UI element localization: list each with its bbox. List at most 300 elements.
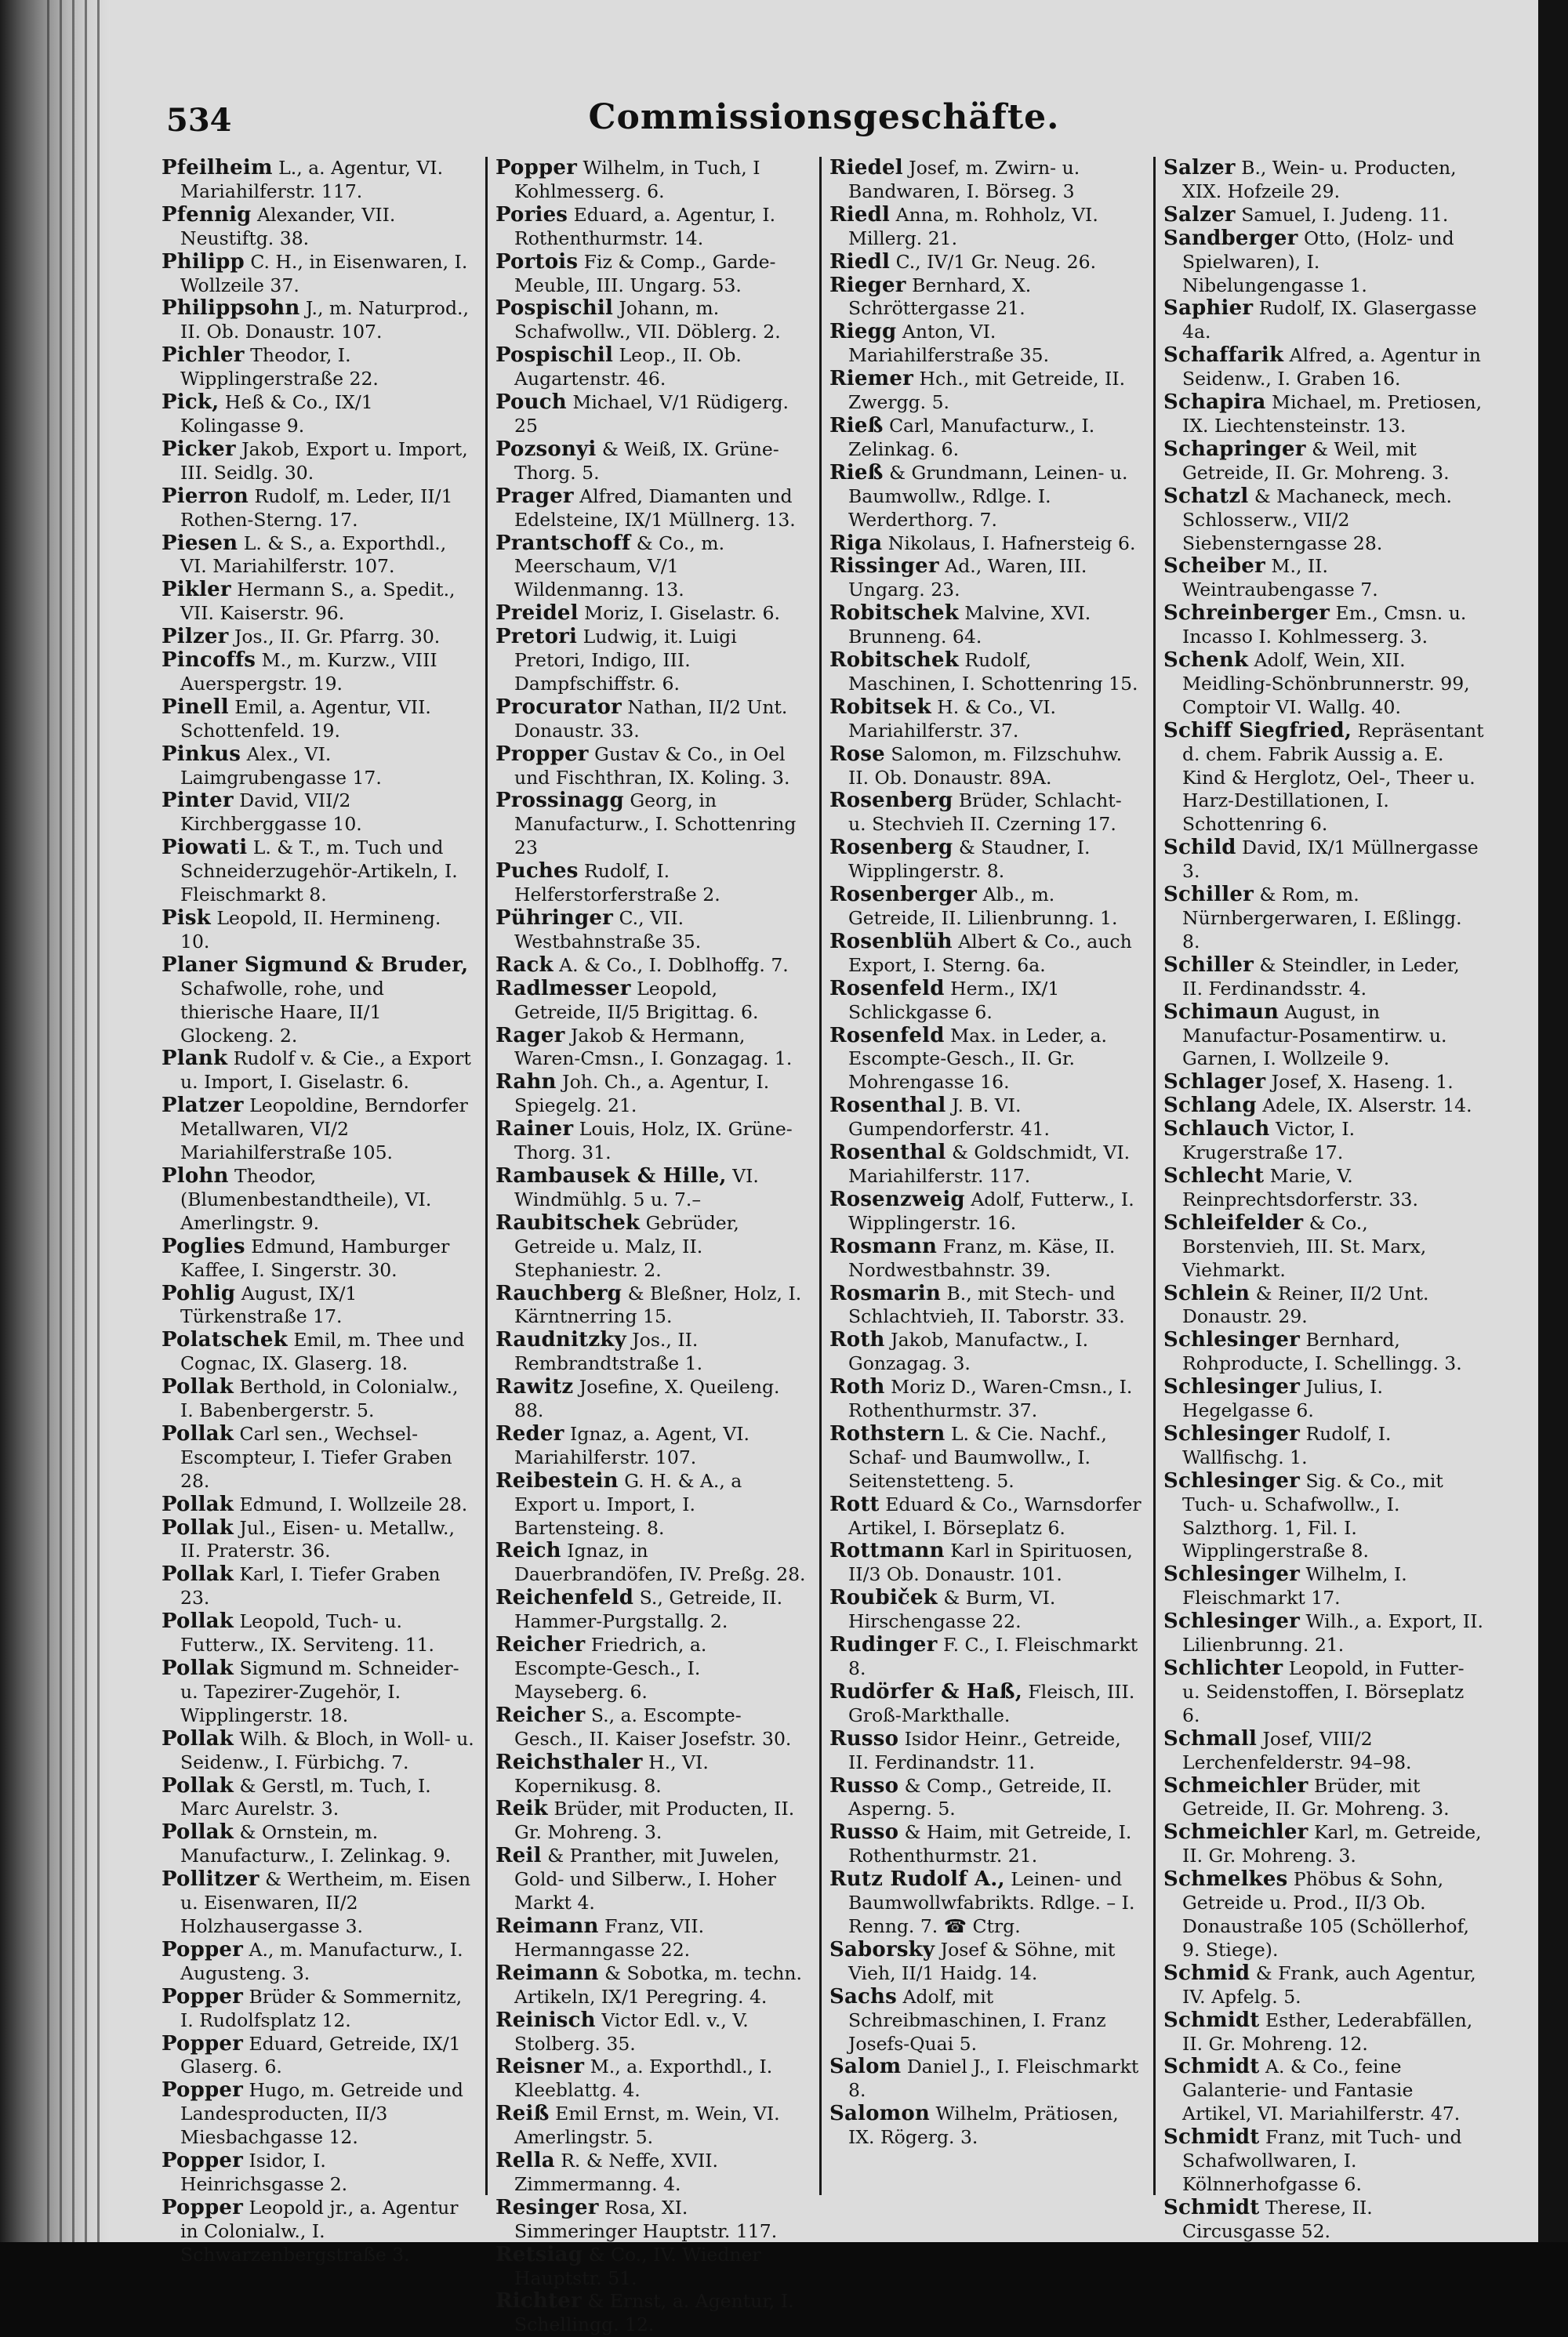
directory-entry <box>1163 1001 1485 1072</box>
entry-name: Radlmesser <box>495 976 631 1000</box>
entry-details: M., a. Exporthdl., I. Kleeblattg. 4. <box>514 2056 773 2102</box>
entry-name: Reichsthaler <box>495 1750 643 1774</box>
entry-name: Roth <box>829 1328 885 1352</box>
entry-details: Rudolf, IX. Glasergasse 4a. <box>1182 297 1477 343</box>
directory-entry <box>162 626 475 649</box>
directory-entry <box>829 1236 1143 1283</box>
entry-name: Pollak <box>162 1820 234 1845</box>
entry-name: Schlesinger <box>1163 1328 1300 1352</box>
entry-details: G. H. & A., a Export u. Import, I. Bartensteing. 8. <box>514 1469 742 1539</box>
directory-entry <box>495 1165 809 1212</box>
entry-details: Marie, V. Reinprechtsdorferstr. 33. <box>1182 1164 1418 1210</box>
directory-entry <box>1163 1071 1485 1094</box>
entry-name: Schild <box>1163 836 1236 860</box>
entry-details: Therese, II. Circusgasse 52. <box>1182 2196 1373 2242</box>
entry-details: Isidor Heinr., Getreide, II. Ferdinandstr. 11. <box>848 1727 1121 1773</box>
directory-entry <box>495 251 809 298</box>
entry-name: Schimaun <box>1163 1000 1279 1024</box>
directory-entry <box>1163 1283 1485 1330</box>
entry-details: Leop., II. Ob. Augartenstr. 46. <box>514 344 742 390</box>
entry-name: Reder <box>495 1421 564 1446</box>
entry-details: & Bleßner, Holz, I. Kärntnerring 15. <box>514 1282 802 1328</box>
entry-name: Schmelkes <box>1163 1867 1288 1892</box>
entry-name: Rosenfeld <box>829 976 945 1000</box>
entry-name: Roubiček <box>829 1586 938 1610</box>
entry-details: & Burm, VI. Hirschengasse 22. <box>848 1587 1056 1633</box>
entry-name: Philippsohn <box>162 296 300 321</box>
entry-name: Robitschek <box>829 601 959 626</box>
directory-entry <box>1163 2126 1485 2197</box>
directory-entry <box>162 1165 475 1236</box>
entry-details: Rudolf, I. Helferstorferstraße 2. <box>514 860 720 906</box>
directory-entry <box>495 1118 809 1165</box>
entry-name: Pollak <box>162 1726 234 1751</box>
directory-entry <box>495 391 809 438</box>
column-4 <box>1163 156 1485 2242</box>
entry-name: Reichenfeld <box>495 1586 634 1610</box>
directory-entry <box>495 344 809 391</box>
entry-name: Polatschek <box>162 1328 288 1352</box>
directory-entry <box>162 907 475 954</box>
entry-name: Pfeilheim <box>162 156 273 180</box>
directory-entry <box>1163 204 1485 227</box>
entry-name: Reich <box>495 1539 561 1563</box>
entry-name: Reiß <box>495 2102 550 2126</box>
entry-details: Ludwig, it. Luigi Pretori, Indigo, III. Dampfschiffstr. 6. <box>514 626 737 695</box>
directory-entry <box>162 1939 475 1986</box>
page-title: Commissionsgeschäfte. <box>588 97 1060 137</box>
entry-name: Schlein <box>1163 1281 1250 1305</box>
directory-entry <box>495 532 809 603</box>
entry-details: Otto, (Holz- und Spielwaren), I. Nibelungengasse 1. <box>1182 227 1454 296</box>
entry-name: Pollak <box>162 1562 234 1587</box>
entry-name: Schleifelder <box>1163 1210 1304 1235</box>
entry-details: Brüder, mit Producten, II. Gr. Mohreng. 3. <box>514 1798 795 1844</box>
entry-details: H., VI. Kopernikusg. 8. <box>514 1751 709 1797</box>
entry-name: Reinisch <box>495 2008 596 2032</box>
entry-details: L. & T., m. Tuch und Schneiderzugehör-Artikeln, I. Fleischmarkt 8. <box>180 836 458 906</box>
directory-entry <box>1163 649 1485 720</box>
entry-details: A. & Co., I. Doblhoffg. 7. <box>553 953 789 976</box>
directory-entry <box>829 978 1143 1025</box>
entry-details: Alexander, VII. Neustiftg. 38. <box>180 203 396 249</box>
directory-entry <box>162 391 475 438</box>
entry-details: Josef, X. Haseng. 1. <box>1265 1071 1454 1094</box>
column-rule <box>485 157 488 2195</box>
directory-entry <box>162 344 475 391</box>
directory-entry <box>829 532 1143 556</box>
entry-details: Alex., VI. Laimgrubengasse 17. <box>180 742 382 789</box>
directory-entry <box>495 978 809 1025</box>
entry-name: Salzer <box>1163 156 1236 180</box>
entry-details: & Haim, mit Getreide, I. Rothenthurmstr. 21. <box>848 1821 1132 1867</box>
directory-entry <box>162 1094 475 1165</box>
entry-details: Michael, m. Pretiosen, IX. Liechtensteinstr. 13. <box>1182 391 1483 437</box>
entry-details: Rudolf, I. Wallfischg. 1. <box>1182 1422 1392 1468</box>
entry-details: Anna, m. Rohholz, VI. Millerg. 21. <box>848 203 1098 249</box>
directory-entry <box>495 1704 809 1751</box>
directory-entry <box>162 1728 475 1775</box>
entry-details: Victor, I. Krugerstraße 17. <box>1182 1118 1356 1164</box>
entry-name: Schlichter <box>1163 1657 1283 1680</box>
entry-details: F. C., I. Fleischmarkt 8. <box>848 1634 1138 1679</box>
entry-name: Pisk <box>162 906 211 930</box>
entry-details: Leopold, Tuch- u. Futterw., IX. Serviteng. 11. <box>180 1610 435 1657</box>
entry-name: Popper <box>162 2195 243 2219</box>
entry-details: Leopold, II. Hermineng. 10. <box>180 907 441 953</box>
directory-entry <box>829 415 1143 462</box>
entry-details: Michael, V/1 Rüdigerg. 25 <box>514 391 789 437</box>
entry-name: Popper <box>162 1984 243 2009</box>
entry-details: Sig. & Co., mit Tuch- u. Schafwollw., I. Salzthorg. 1, Fil. I. Wipplingerstraße 8. <box>1182 1469 1443 1562</box>
entry-name: Pikler <box>162 578 231 602</box>
entry-name: Pohlig <box>162 1281 236 1305</box>
entry-name: Reil <box>495 1844 542 1868</box>
directory-entry <box>1163 2197 1485 2244</box>
entry-details: Jakob, Export u. Import, III. Seidlg. 30. <box>180 437 468 484</box>
directory-entry <box>829 1329 1143 1376</box>
directory-entry <box>829 1868 1143 1939</box>
entry-details: Carl, Manufacturw., I. Zelinkag. 6. <box>848 414 1095 460</box>
entry-details: Samuel, I. Judeng. 11. <box>1235 203 1449 226</box>
entry-name: Sandberger <box>1163 226 1298 250</box>
directory-entry <box>1163 1470 1485 1564</box>
directory-entry <box>495 1915 809 1962</box>
directory-entry <box>495 1376 809 1423</box>
entry-name: Riga <box>829 531 883 555</box>
entry-details: Adolf, Futterw., I. Wipplingerstr. 16. <box>848 1188 1134 1234</box>
entry-details: Gebrüder, Getreide u. Malz, II. Stephaniestr. 2. <box>514 1211 739 1281</box>
directory-entry <box>1163 157 1485 204</box>
directory-entry <box>495 2150 809 2197</box>
entry-name: Rella <box>495 2149 555 2173</box>
entry-name: Sachs <box>829 1984 897 2009</box>
entry-details: Franz, m. Käse, II. Nordwestbahnstr. 39. <box>848 1235 1116 1281</box>
directory-entry <box>829 649 1143 696</box>
entry-name: Schmidt <box>1163 2008 1260 2032</box>
entry-details: Rudolf, Maschinen, I. Schottenring 15. <box>848 649 1138 695</box>
entry-details: Karl in Spirituosen, II/3 Ob. Donaustr. 101. <box>848 1540 1133 1586</box>
directory-entry <box>495 696 809 743</box>
entry-name: Rawitz <box>495 1375 574 1399</box>
directory-entry <box>829 1986 1143 2056</box>
entry-name: Schmeichler <box>1163 1773 1308 1798</box>
entry-details: C., IV/1 Gr. Neug. 26. <box>890 250 1097 273</box>
entry-details: Georg, in Manufacturw., I. Schottenring 23 <box>514 789 797 859</box>
entry-details: Fleisch, III. Groß-Markthalle. <box>848 1680 1135 1726</box>
directory-entry <box>495 1329 809 1376</box>
entry-name: Pories <box>495 202 568 227</box>
entry-name: Rieß <box>829 413 884 437</box>
entry-name: Schmall <box>1163 1726 1258 1751</box>
entry-name: Pinkus <box>162 742 241 766</box>
entry-details: August, in Manufactur-Posamentirw. u. Garnen, I. Wollzeile 9. <box>1182 1000 1447 1070</box>
directory-entry <box>162 789 475 836</box>
entry-details: & Frank, auch Agentur, IV. Apfelg. 5. <box>1182 1961 1476 2008</box>
entry-details: Louis, Holz, IX. Grüne-Thorg. 31. <box>514 1118 793 1164</box>
entry-details: Alfred, Diamanten und Edelsteine, IX/1 Müllnerg. 13. <box>514 484 796 531</box>
entry-name: Schatzl <box>1163 484 1249 508</box>
directory-entry <box>1163 1962 1485 2009</box>
entry-details: & Weiß, IX. Grüne-Thorg. 5. <box>514 437 779 484</box>
directory-entry <box>1163 344 1485 391</box>
entry-details: Jos., II. Gr. Pfarrg. 30. <box>228 626 441 648</box>
entry-name: Salom <box>829 2055 902 2079</box>
entry-details: Berthold, in Colonialw., I. Babenbergerstr. 5. <box>180 1376 459 1422</box>
entry-details: Edmund, I. Wollzeile 28. <box>234 1493 468 1515</box>
directory-entry <box>162 297 475 344</box>
entry-details: & Ernst, a. Agentur, I. Schellingg. 12. <box>514 2290 794 2336</box>
directory-entry <box>162 743 475 790</box>
directory-entry <box>162 1047 475 1094</box>
directory-entry <box>829 274 1143 321</box>
directory-entry <box>162 204 475 251</box>
entry-name: Russo <box>829 1820 899 1845</box>
directory-entry <box>829 1025 1143 1095</box>
directory-entry <box>829 1728 1143 1775</box>
entry-name: Pollak <box>162 1657 234 1680</box>
entry-name: Resinger <box>495 2195 599 2219</box>
entry-name: Rosenzweig <box>829 1187 965 1211</box>
directory-entry <box>162 1775 475 1822</box>
directory-entry <box>1163 1329 1485 1376</box>
directory-entry <box>495 1423 809 1470</box>
entry-name: Schlesinger <box>1163 1468 1300 1493</box>
directory-entry <box>829 1423 1143 1493</box>
directory-entry <box>495 2009 809 2056</box>
entry-name: Rosenberg <box>829 836 953 860</box>
entry-details: & Pranther, mit Juwelen, Gold- und Silberw., I. Hoher Markt 4. <box>514 1845 780 1914</box>
entry-details: & Weil, mit Getreide, II. Gr. Mohreng. 3. <box>1182 437 1450 484</box>
entry-name: Pollak <box>162 1421 234 1446</box>
directory-entry <box>1163 836 1485 884</box>
entry-details: Hermann S., a. Spedit., VII. Kaiserstr. 96. <box>180 579 456 625</box>
entry-details: C., VII. Westbahnstraße 35. <box>514 907 702 953</box>
directory-entry <box>162 1493 475 1517</box>
entry-details: L. & S., a. Exporthdl., VI. Mariahilferstr. 107. <box>180 532 447 578</box>
entry-name: Schmidt <box>1163 2125 1260 2150</box>
directory-entry <box>1163 1610 1485 1657</box>
directory-entry <box>1163 555 1485 602</box>
directory-entry <box>1163 1657 1485 1728</box>
column-rule <box>1153 157 1156 2195</box>
directory-entry <box>495 1634 809 1704</box>
entry-details: Alfred, a. Agentur in Seidenw., I. Graben 16. <box>1182 344 1481 390</box>
entry-name: Prager <box>495 484 574 508</box>
directory-entry <box>495 2056 809 2103</box>
directory-entry <box>829 1681 1143 1728</box>
entry-name: Pick, <box>162 390 220 415</box>
entry-details: David, VII/2 Kirchberggasse 10. <box>180 789 362 836</box>
directory-entry <box>162 1329 475 1376</box>
directory-entry <box>1163 1212 1485 1283</box>
entry-details: Ignaz, in Dauerbrandöfen, IV. Preßg. 28. <box>514 1540 806 1586</box>
directory-entry <box>829 2056 1143 2103</box>
entry-details: Josefine, X. Queileng. 88. <box>514 1376 780 1422</box>
entry-details: & Steindler, in Leder, II. Ferdinandsstr. 4. <box>1182 953 1460 1000</box>
directory-entry <box>1163 1423 1485 1470</box>
directory-entry <box>829 602 1143 649</box>
directory-entry <box>829 157 1143 204</box>
entry-details: Julius, I. Hegelgasse 6. <box>1182 1376 1383 1422</box>
entry-details: Johann, m. Schafwollw., VII. Döblerg. 2. <box>514 297 781 343</box>
entry-name: Popper <box>162 2078 243 2103</box>
directory-entry <box>829 2103 1143 2150</box>
entry-details: Emil, m. Thee und Cognac, IX. Glaserg. 18. <box>180 1329 465 1375</box>
entry-details: & Wertheim, m. Eisen u. Eisenwaren, II/2 Holzhausergasse 3. <box>180 1868 471 1937</box>
directory-entry <box>495 2290 809 2337</box>
entry-details: Heß & Co., IX/1 Kolingasse 9. <box>180 391 373 437</box>
entry-name: Richter <box>495 2289 582 2313</box>
entry-details: Malvine, XVI. Brunneng. 64. <box>848 602 1091 648</box>
directory-entry <box>829 931 1143 978</box>
entry-name: Pollak <box>162 1375 234 1399</box>
directory-entry <box>162 2079 475 2150</box>
directory-entry <box>162 1986 475 2033</box>
entry-name: Rager <box>495 1023 565 1047</box>
entry-name: Pollak <box>162 1515 234 1540</box>
directory-entry <box>495 626 809 696</box>
entry-details: Joh. Ch., a. Agentur, I. Spiegelg. 21. <box>514 1071 770 1117</box>
entry-details: Rudolf, m. Leder, II/1 Rothen-Sterng. 17. <box>180 484 453 531</box>
entry-details: Josef, VIII/2 Lerchenfelderstr. 94–98. <box>1182 1727 1412 1773</box>
entry-name: Pouch <box>495 390 567 415</box>
directory-entry <box>829 1939 1143 1986</box>
entry-details: Salomon, m. Filzschuhw. II. Ob. Donaustr. 89A. <box>848 742 1123 789</box>
entry-details: Moriz D., Waren-Cmsn., I. Rothenthurmstr. 37. <box>848 1376 1133 1422</box>
directory-entry <box>829 1376 1143 1423</box>
directory-entry <box>1163 720 1485 837</box>
directory-entry <box>162 438 475 485</box>
entry-name: Pozsonyi <box>495 437 597 461</box>
entry-details: A., m. Manufacturw., I. Augusteng. 3. <box>180 1938 463 1984</box>
entry-details: & Ornstein, m. Manufacturw., I. Zelinkag. 9. <box>180 1821 452 1867</box>
entry-details: Eduard, Getreide, IX/1 Glaserg. 6. <box>180 2032 461 2078</box>
entry-details: Hch., mit Getreide, II. Zwergg. 5. <box>848 368 1126 414</box>
entry-name: Schlauch <box>1163 1117 1270 1141</box>
entry-name: Pinell <box>162 695 229 719</box>
entry-details: Karl, m. Getreide, II. Gr. Mohreng. 3. <box>1182 1821 1482 1867</box>
entry-name: Schlesinger <box>1163 1375 1300 1399</box>
directory-entry <box>495 602 809 626</box>
directory-entry <box>829 462 1143 532</box>
entry-details: & Reiner, II/2 Unt. Donaustr. 29. <box>1182 1282 1429 1328</box>
entry-details: Esther, Lederabfällen, II. Gr. Mohreng. 12. <box>1182 2009 1473 2055</box>
entry-name: Roth <box>829 1375 885 1399</box>
entry-name: Schreinberger <box>1163 601 1330 626</box>
entry-details: Emil Ernst, m. Wein, VI. Amerlingstr. 5. <box>514 2103 780 2149</box>
directory-entry <box>162 157 475 204</box>
entry-details: Fiz & Comp., Garde-Meuble, III. Ungarg. 53. <box>514 250 776 296</box>
entry-name: Pollak <box>162 1609 234 1634</box>
entry-name: Piesen <box>162 531 238 555</box>
directory-entry <box>162 1610 475 1657</box>
entry-details: R. & Neffe, XVII. Zimmermanng. 4. <box>514 2150 718 2195</box>
directory-entry <box>829 836 1143 884</box>
entry-details: Jos., II. Rembrandtstraße 1. <box>514 1329 703 1375</box>
entry-details: Brüder, mit Getreide, II. Gr. Mohreng. 3. <box>1182 1774 1450 1820</box>
entry-name: Pretori <box>495 625 578 649</box>
entry-details: Alb., m. Getreide, II. Lilienbrunng. 1. <box>848 884 1118 929</box>
entry-name: Robitsek <box>829 695 931 719</box>
entry-details: Bernhard, X. Schröttergasse 21. <box>848 274 1032 320</box>
column-1 <box>162 156 475 2266</box>
entry-name: Popper <box>162 2031 243 2056</box>
directory-entry <box>495 1587 809 1634</box>
directory-entry <box>1163 1821 1485 1868</box>
entry-details: Bernhard, Rohproducte, I. Schellingg. 3. <box>1182 1329 1462 1375</box>
entry-details: M., II. Weintraubengasse 7. <box>1182 555 1378 601</box>
directory-entry <box>829 789 1143 836</box>
entry-details: David, IX/1 Müllnergasse 3. <box>1182 836 1479 883</box>
entry-name: Prantschoff <box>495 531 631 555</box>
directory-entry <box>495 789 809 860</box>
directory-entry <box>162 1868 475 1939</box>
entry-details: B., mit Stech- und Schlachtvieh, II. Taborstr. 33. <box>848 1282 1125 1328</box>
entry-name: Pollitzer <box>162 1867 260 1892</box>
entry-details: Sigmund m. Schneider- u. Tapezirer-Zugehör, I. Wipplingerstr. 18. <box>180 1657 459 1726</box>
entry-name: Planer Sigmund & Bruder, <box>162 953 469 977</box>
entry-name: Popper <box>162 2149 243 2173</box>
directory-entry <box>495 204 809 251</box>
entry-details: L. & Cie. Nachf., Schaf- und Baumwollw., I. Seitenstetteng. 5. <box>848 1422 1107 1492</box>
directory-entry <box>162 1376 475 1423</box>
entry-name: Rutz Rudolf A., <box>829 1867 1005 1892</box>
entry-name: Rieger <box>829 273 906 297</box>
directory-entry <box>495 907 809 954</box>
entry-details: & Staudner, I. Wipplingerstr. 8. <box>848 836 1091 883</box>
entry-name: Schlang <box>1163 1094 1257 1118</box>
entry-name: Schapira <box>1163 390 1266 415</box>
entry-name: Schlecht <box>1163 1163 1265 1188</box>
entry-details: Wilhelm, Prätiosen, IX. Rögerg. 3. <box>848 2103 1119 2149</box>
entry-name: Riedel <box>829 156 903 180</box>
directory-entry <box>495 1025 809 1072</box>
directory-entry <box>1163 485 1485 556</box>
entry-name: Rieß <box>829 460 884 484</box>
entry-name: Schiller <box>1163 883 1254 907</box>
directory-entry <box>1163 1118 1485 1165</box>
entry-name: Schlesinger <box>1163 1609 1300 1634</box>
entry-name: Pinter <box>162 789 234 813</box>
entry-details: Hugo, m. Getreide und Landesproducten, II/3 Miesbachgasse 12. <box>180 2079 463 2149</box>
entry-details: & Co., Borstenvieh, III. St. Marx, Viehmarkt. <box>1182 1211 1427 1281</box>
entry-name: Riedl <box>829 249 891 274</box>
directory-entry <box>495 1540 809 1587</box>
entry-name: Rosenberg <box>829 789 953 813</box>
entry-details: Rosa, XI. Simmeringer Hauptstr. 117. <box>514 2196 778 2242</box>
entry-details: & Grundmann, Leinen- u. Baumwollw., Rdlge. I. Werderthorg. 7. <box>848 461 1128 531</box>
entry-details: Ad., Waren, III. Ungarg. 23. <box>848 555 1087 601</box>
entry-details: Josef & Söhne, mit Vieh, II/1 Haidg. 14. <box>848 1938 1116 1984</box>
entry-details: Rudolf v. & Cie., a Export u. Import, I. Giselastr. 6. <box>180 1047 471 1094</box>
entry-name: Philipp <box>162 249 245 274</box>
directory-entry <box>495 2103 809 2150</box>
entry-name: Platzer <box>162 1094 244 1118</box>
entry-name: Rosenberger <box>829 883 978 907</box>
directory-entry <box>1163 1563 1485 1610</box>
entry-name: Scheiber <box>1163 554 1265 579</box>
entry-name: Saphier <box>1163 296 1254 321</box>
entry-name: Portois <box>495 249 579 274</box>
directory-entry <box>162 836 475 907</box>
entry-details: Jakob, Manufactw., I. Gonzagag. 3. <box>848 1329 1089 1375</box>
column-3 <box>829 157 1143 2211</box>
entry-name: Riemer <box>829 367 913 391</box>
directory-entry <box>495 1212 809 1283</box>
entry-name: Pfennig <box>162 202 252 227</box>
entry-details: Adolf, mit Schreibmaschinen, I. Franz Josefs-Quai 5. <box>848 1985 1106 2055</box>
